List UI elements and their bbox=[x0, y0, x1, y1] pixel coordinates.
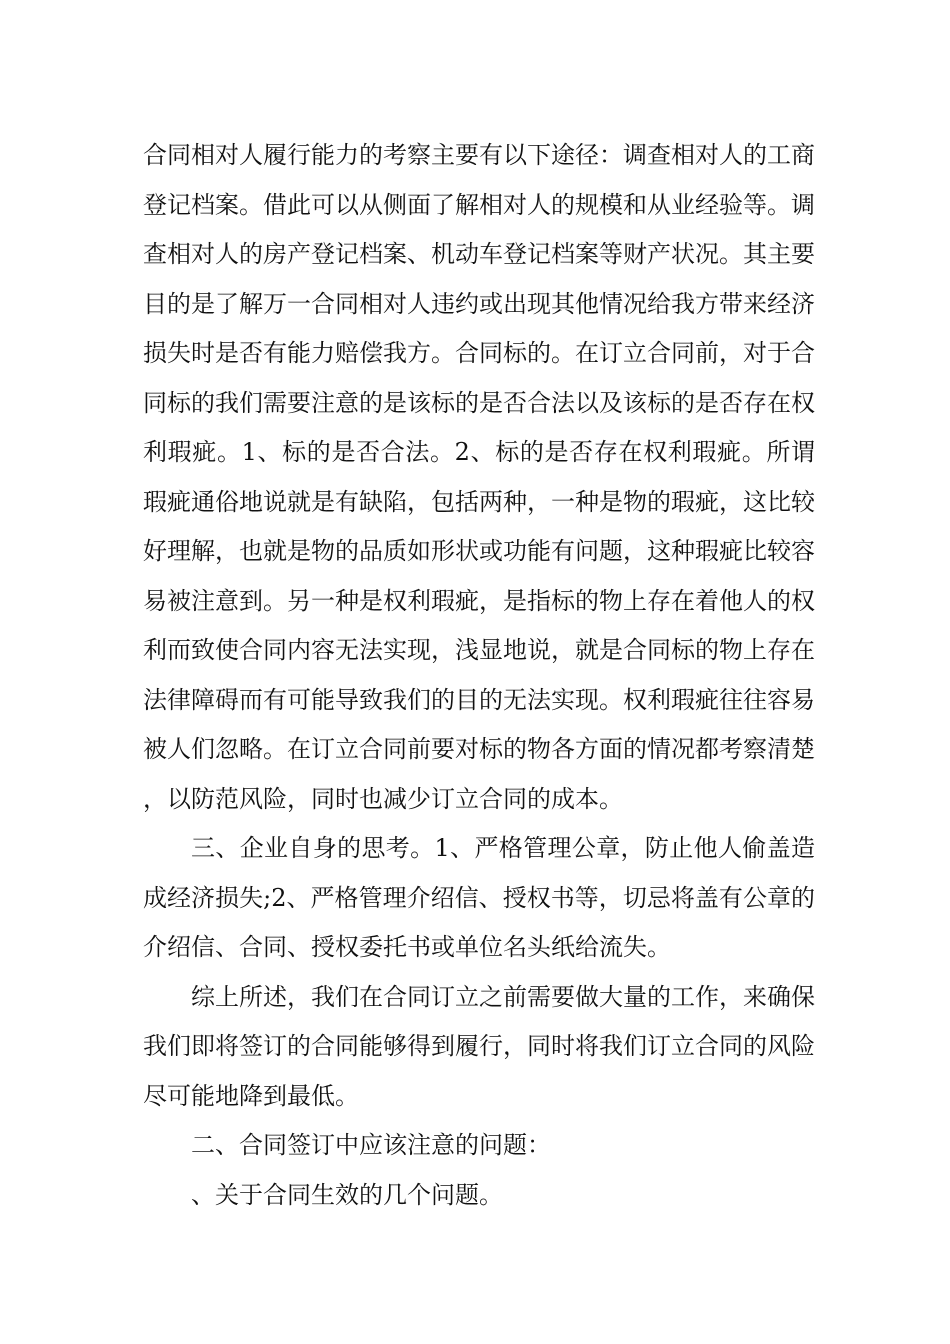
document-body bbox=[143, 131, 815, 1220]
paragraph-summary: 综上所述，我们在合同订立之前需要做大量的工作，来确保我们即将签订的合同能够得到履行，同时将我们订立合同的风险尽可能地降到最低。 bbox=[143, 982, 815, 1110]
paragraph-contract-counterparty-capacity: 合同相对人履行能力的考察主要有以下途径：调查相对人的工商登记档案。借此可以从侧面了解相对人的规模和从业经验等。调查相对人的房产登记档案、机动车登记档案等财产状况。其主要目的是了解万一合同相对人违约或出现其他情况给我方带来经济损失时是否有能力赔偿我方。合同标的。在订立合同前，对于合同标的我们需要注意的是该标的是否合法以及该标的是否存在权利瑕疵。1、标的是否合法。2、标的是否存在权利瑕疵。所谓瑕疵通俗地说就是有缺陷，包括两种，一种是物的瑕疵，这比较好理解，也就是物的品质如形状或功能有问题，这种瑕疵比较容易被注意到。另一种是权利瑕疵，是指标的物上存在着他人的权利而致使合同内容无法实现，浅显地说，就是合同标的物上存在法律障碍而有可能导致我们的目的无法实现。权利瑕疵往往容易被人们忽略。在订立合同前要对标的物各方面的情况都考察清楚，以防范风险，同时也减少订立合同的成本。 bbox=[143, 141, 815, 813]
paragraph-enterprise-self-reflection: 三、企业自身的思考。1、严格管理公章，防止他人偷盖造成经济损失;2、严格管理介绍信、授权书等，切忌将盖有公章的介绍信、合同、授权委托书或单位名头纸给流失。 bbox=[143, 834, 815, 961]
section-heading-signing-issues: 二、合同签订中应该注意的问题： bbox=[191, 1131, 551, 1159]
subsection-heading-contract-effectiveness: 、关于合同生效的几个问题。 bbox=[191, 1180, 503, 1209]
